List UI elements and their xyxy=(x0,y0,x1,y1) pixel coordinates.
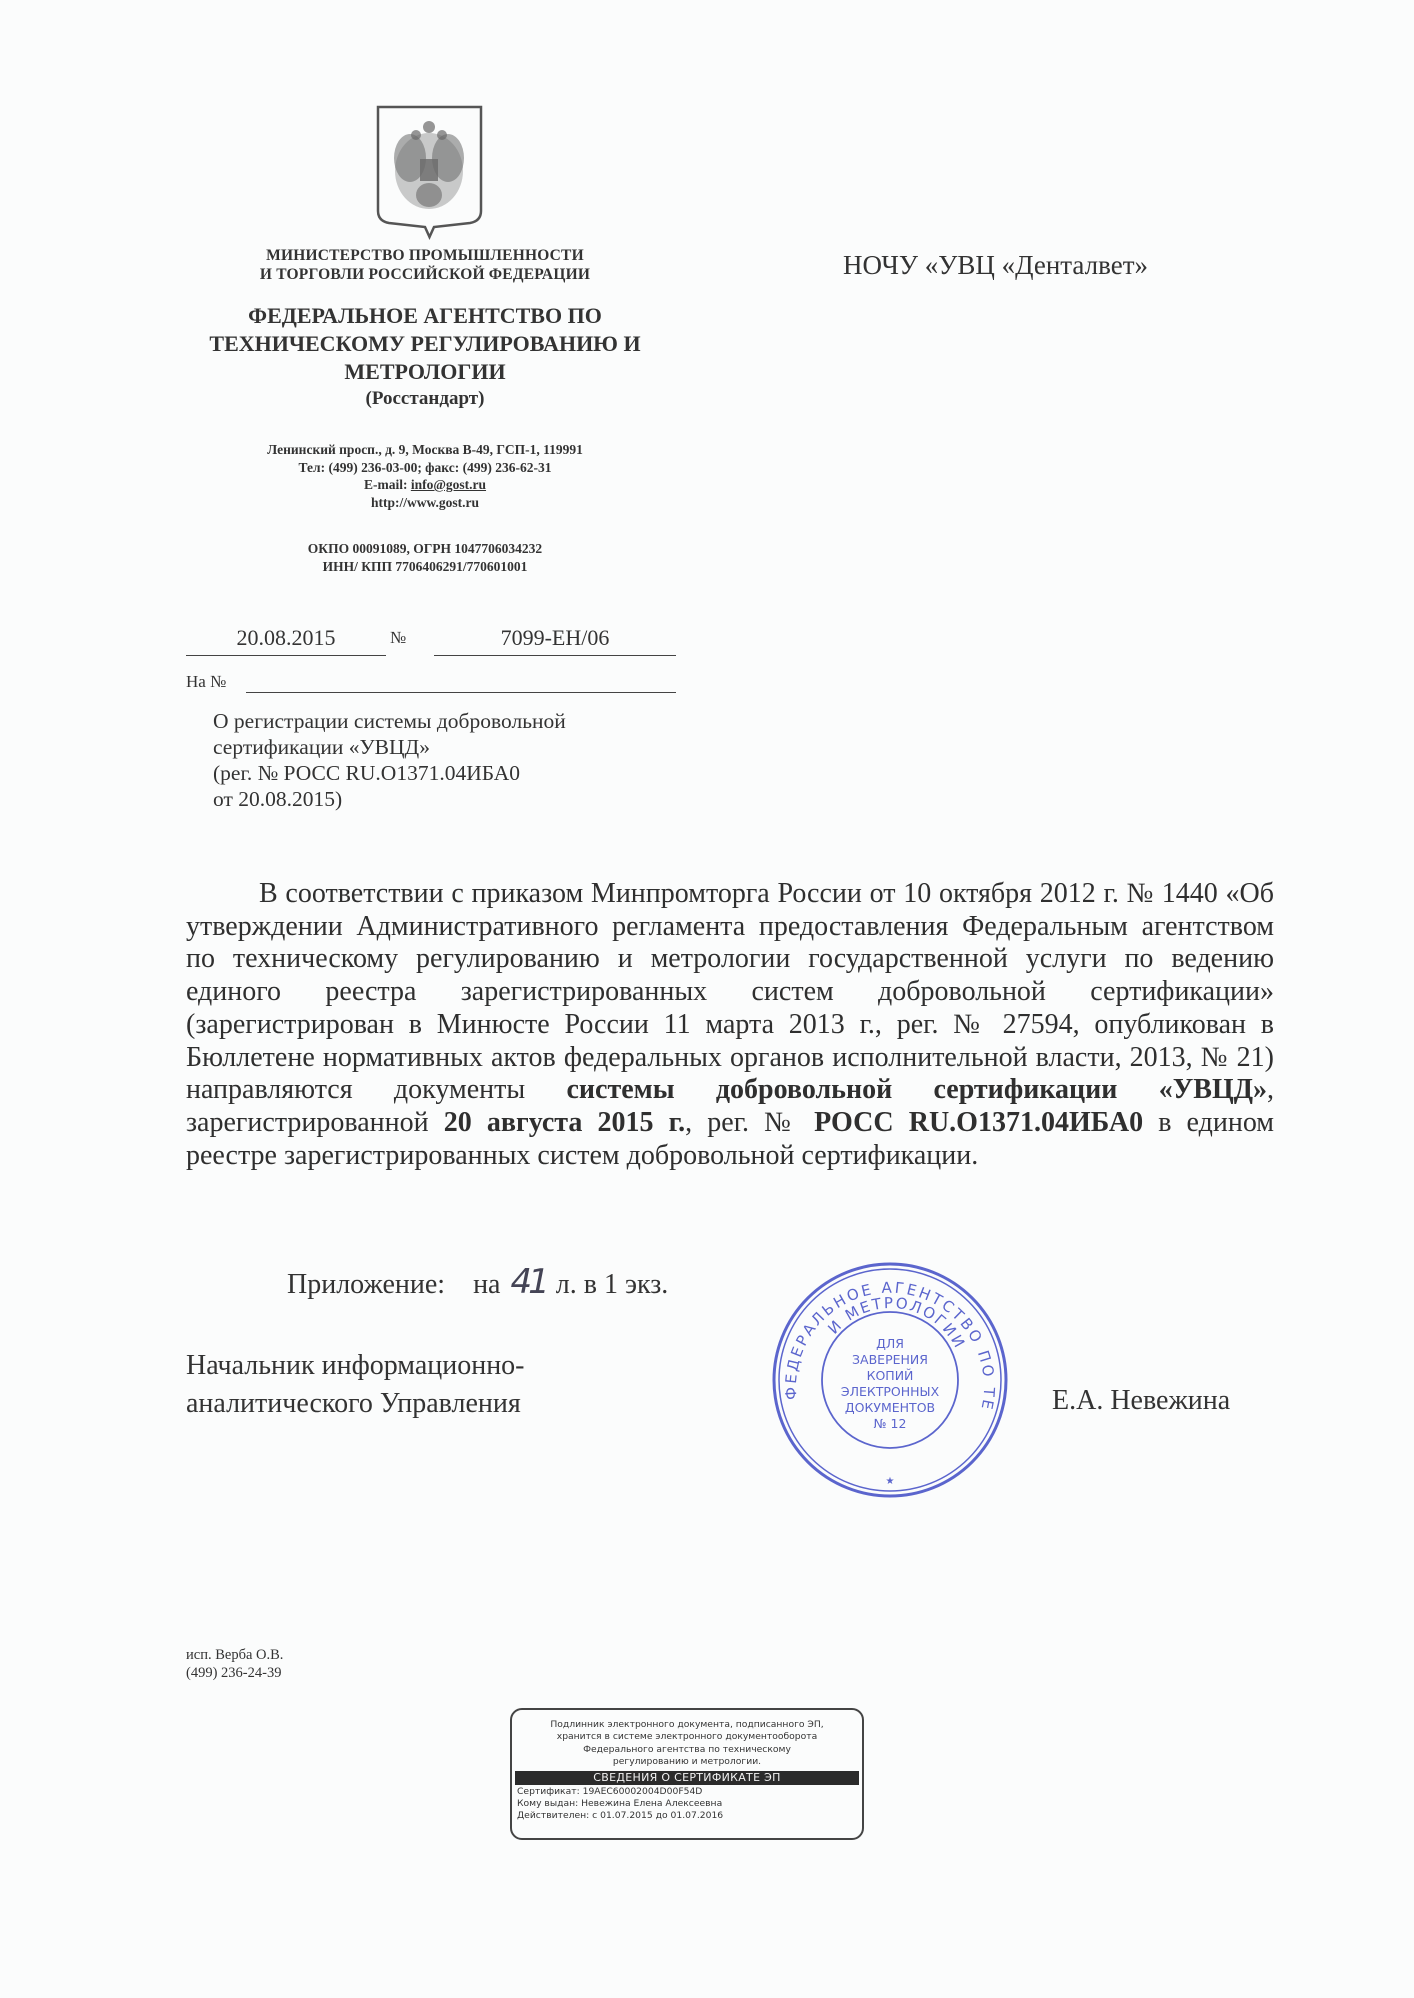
body-emphasis: РОСС RU.О1371.04ИБА0 xyxy=(814,1106,1144,1138)
ministry-line: И ТОРГОВЛИ РОССИЙСКОЙ ФЕДЕРАЦИИ xyxy=(259,266,591,283)
agency-short-name: (Росстандарт) xyxy=(365,388,485,409)
stamp-center-line: № 12 xyxy=(873,1416,907,1431)
agency-contacts xyxy=(180,441,670,511)
esig-issued-to: Кому выдан: Невежина Елена Алексеевна xyxy=(517,1797,723,1809)
body-emphasis: системы добровольной сертификации «УВЦД» xyxy=(566,1074,1267,1106)
stamp-center-line: ДОКУМЕНТОВ xyxy=(844,1400,936,1415)
signer-title-line: Начальник информационно- xyxy=(186,1350,525,1381)
esig-header: СВЕДЕНИЯ О СЕРТИФИКАТЕ ЭП xyxy=(515,1771,859,1785)
ministry-line: МИНИСТЕРСТВО ПРОМЫШЛЕННОСТИ xyxy=(266,247,584,264)
email-label: E-mail: xyxy=(363,477,411,492)
email-link[interactable]: info@gost.ru xyxy=(410,477,487,492)
agency-line: МЕТРОЛОГИИ xyxy=(344,359,506,384)
esig-note-line: Федерального агентства по техническому xyxy=(583,1743,791,1755)
body-text: , зарегистрированной xyxy=(186,1074,1274,1138)
signer-title xyxy=(186,1347,525,1423)
recipient: НОЧУ «УВЦ «Денталвет» xyxy=(843,250,1148,280)
esig-note-line: Подлинник электронного документа, подписанного ЭП, xyxy=(550,1719,824,1730)
subject-line: от 20.08.2015) xyxy=(213,787,343,811)
stamp-center-line: КОПИЙ xyxy=(866,1368,914,1383)
executor-phone: (499) 236-24-39 xyxy=(186,1665,282,1681)
esig-certificate: Сертификат: 19AEC60002004D00F54D xyxy=(517,1785,703,1797)
email-row xyxy=(180,476,670,494)
signer-name: Е.А. Невежина xyxy=(1052,1385,1231,1416)
body-text: в едином реестре зарегистрированных систем добровольной сертификации. xyxy=(186,1106,1275,1171)
in-reply-field xyxy=(246,692,676,693)
website-link[interactable]: http://www.gost.ru xyxy=(370,494,479,510)
agency-line: ТЕХНИЧЕСКОМУ РЕГУЛИРОВАНИЮ И xyxy=(209,331,641,356)
executor-info xyxy=(186,1646,283,1682)
signer-title-line: аналитического Управления xyxy=(186,1388,521,1419)
stamp-star-icon: ★ xyxy=(885,1476,895,1487)
stamp-inner-ring-text: И МЕТРОЛОГИИ xyxy=(824,1293,970,1353)
in-reply-to xyxy=(186,672,676,700)
esig-validity: Действителен: с 01.07.2015 до 01.07.2016 xyxy=(517,1810,724,1822)
executor-name: исп. Верба О.В. xyxy=(186,1647,284,1663)
letter-number: 7099-ЕН/06 xyxy=(434,625,676,656)
letter-date: 20.08.2015 xyxy=(186,625,386,656)
esig-note-line: регулированию и метрологии. xyxy=(612,1756,762,1768)
stamp-center-line: ДЛЯ xyxy=(876,1336,904,1351)
body-emphasis: 20 августа 2015 г. xyxy=(443,1106,686,1138)
okpo-ogrn: ОКПО 00091089, ОГРН 1047706034232 xyxy=(307,541,543,556)
esig-note xyxy=(512,1719,862,1769)
attachment-suffix: л. в 1 экз. xyxy=(555,1269,669,1300)
agency-line: ФЕДЕРАЛЬНОЕ АГЕНТСТВО ПО xyxy=(248,303,602,328)
subject-line: О регистрации системы добровольной xyxy=(213,709,566,733)
esig-note-line: хранится в системе электронного документооборота xyxy=(556,1731,818,1743)
agency-registration-codes xyxy=(180,540,670,575)
attachment-label: Приложение: xyxy=(287,1269,446,1300)
inn-kpp: ИНН/ КПП 7706406291/770601001 xyxy=(322,558,528,574)
coat-of-arms-icon xyxy=(372,103,487,243)
body-text: , рег. № xyxy=(685,1106,815,1138)
stamp-center-line: ЗАВЕРЕНИЯ xyxy=(852,1352,928,1367)
agency-name xyxy=(180,302,670,386)
stamp-center-line: ЭЛЕКТРОННЫХ xyxy=(840,1384,940,1399)
address: Ленинский просп., д. 9, Москва В-49, ГСП-1, 119991 xyxy=(267,442,583,457)
subject-line: (рег. № РОСС RU.О1371.04ИБА0 xyxy=(213,761,521,785)
in-reply-label: На № xyxy=(186,672,227,691)
number-label: № xyxy=(390,628,407,647)
letter-body xyxy=(186,878,1274,1172)
outgoing-registration xyxy=(186,625,676,657)
attachment-prefix: на xyxy=(473,1269,501,1300)
handwritten-page-count: 41 xyxy=(510,1262,546,1302)
subject-line: сертификации «УВЦД» xyxy=(213,735,430,759)
body-text: В соответствии с приказом Минпромторга России от 10 октября 2012 г. № 1440 «Об утверждении Административного регламента предоставления Федеральным агентством по техническому регулированию и метрологии государственной услуги по ведению единого реестра зарегистрированных систем добровольной сертификации» (зарегистрирован в Минюсте России 11 марта 2013 г., рег. № 27594, опубликован в Бюллетене нормативных актов федеральных органов исполнительной власти, 2013, № 21) направляются документы xyxy=(186,878,1274,1106)
body-paragraph xyxy=(186,878,1274,1172)
letter-subject xyxy=(213,708,566,812)
attachment-note xyxy=(287,1262,668,1302)
phone: Тел: (499) 236-03-00; факс: (499) 236-62-31 xyxy=(298,459,552,475)
ministry-name xyxy=(180,246,670,284)
stamp-outer-text: ФЕДЕРАЛЬНОЕ АГЕНТСТВО ПО ТЕ xyxy=(781,1278,999,1414)
electronic-signature-box xyxy=(510,1708,864,1840)
official-stamp xyxy=(758,1256,1023,1504)
